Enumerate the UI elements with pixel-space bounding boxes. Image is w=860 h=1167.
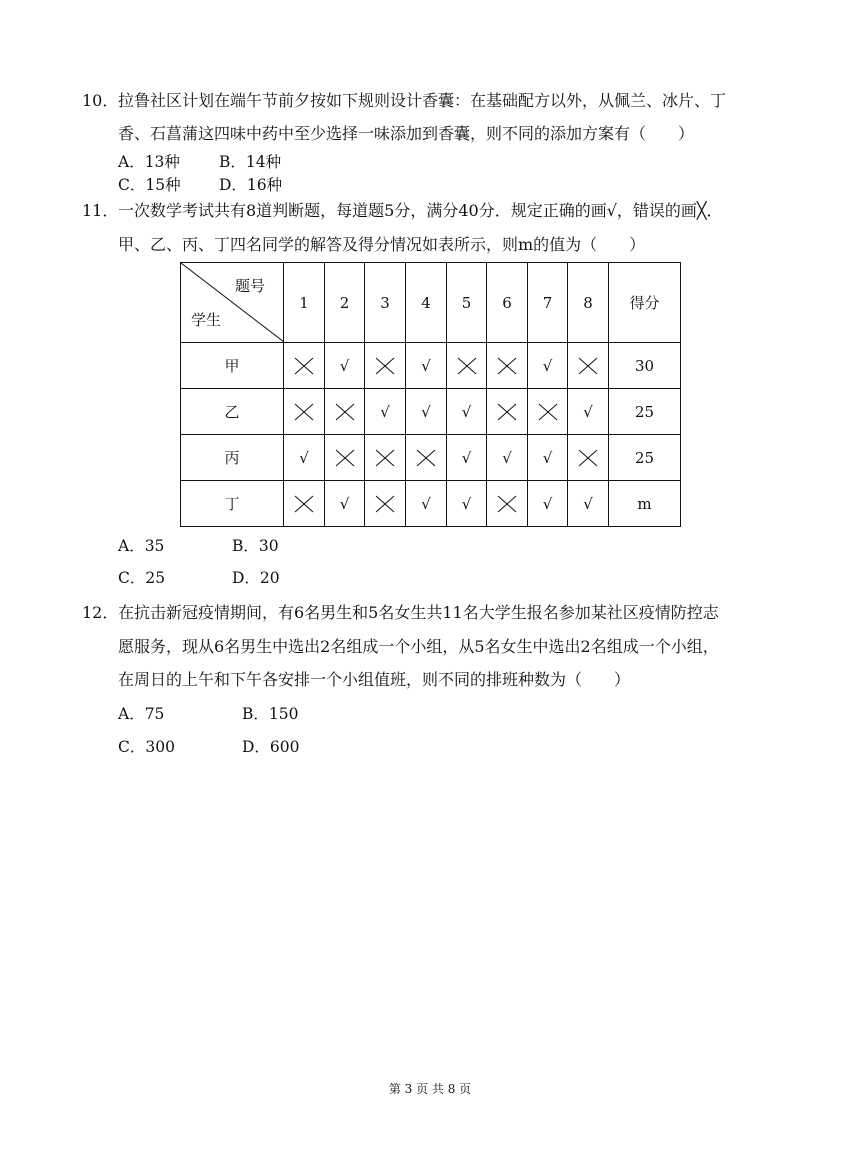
check-mark-icon: √ — [568, 389, 609, 435]
check-mark-icon: √ — [528, 343, 568, 389]
wrong-mark-icon — [284, 481, 325, 527]
column-header: 4 — [406, 263, 447, 343]
check-mark-icon: √ — [365, 389, 406, 435]
question-11-line-1: 一次数学考试共有8道判断题，每道题5分，满分40分．规定正确的画√，错误的画╳． — [118, 201, 723, 220]
column-header: 2 — [325, 263, 365, 343]
cross-icon — [294, 357, 314, 375]
question-12-option-c: C．300 — [118, 738, 175, 756]
header-question-number-label: 题号 — [234, 277, 265, 295]
question-12-option-a: A．75 — [118, 705, 165, 723]
check-mark-icon: √ — [406, 389, 447, 435]
cross-icon — [578, 357, 598, 375]
check-mark-icon: √ — [406, 343, 447, 389]
score-cell: 25 — [609, 389, 681, 435]
question-11-option-b: B．30 — [232, 537, 279, 555]
wrong-mark-icon — [325, 435, 365, 481]
question-10-option-d: D．16种 — [219, 176, 283, 194]
answer-score-table — [180, 262, 681, 527]
column-header: 7 — [528, 263, 568, 343]
table-row — [181, 435, 681, 481]
question-12-line-1: 在抗击新冠疫情期间，有6名男生和5名女生共11名大学生报名参加某社区疫情防控志 — [118, 603, 719, 622]
question-11-line-2: 甲、乙、丙、丁四名同学的解答及得分情况如表所示，则m的值为（ ） — [118, 235, 646, 254]
diagonal-line — [181, 263, 284, 342]
cross-icon — [335, 403, 355, 421]
question-12-line-2: 愿服务，现从6名男生中选出2名组成一个小组，从5名女生中选出2名组成一个小组， — [118, 637, 719, 656]
table-row — [181, 343, 681, 389]
check-mark-icon: √ — [447, 389, 487, 435]
cross-icon — [375, 449, 395, 467]
question-12-option-d: D．600 — [242, 738, 300, 756]
question-10-option-c: C．15种 — [118, 176, 181, 194]
question-10-line-2: 香、石菖蒲这四味中药中至少选择一味添加到香囊，则不同的添加方案有（ ） — [118, 124, 695, 143]
cross-icon — [578, 449, 598, 467]
wrong-mark-icon — [284, 343, 325, 389]
column-header: 5 — [447, 263, 487, 343]
diagonal-header-cell — [181, 263, 284, 343]
score-cell: 30 — [609, 343, 681, 389]
check-mark-icon: √ — [325, 343, 365, 389]
student-name-cell: 丙 — [181, 435, 284, 481]
wrong-mark-icon — [406, 435, 447, 481]
check-mark-icon: √ — [528, 481, 568, 527]
cross-icon — [497, 357, 517, 375]
cross-icon — [416, 449, 436, 467]
wrong-mark-icon — [487, 481, 528, 527]
check-mark-icon: √ — [284, 435, 325, 481]
wrong-mark-icon — [487, 389, 528, 435]
check-mark-icon: √ — [447, 435, 487, 481]
column-header: 8 — [568, 263, 609, 343]
question-12-number: 12． — [82, 603, 119, 622]
check-mark-icon: √ — [528, 435, 568, 481]
column-header: 3 — [365, 263, 406, 343]
cross-icon — [457, 357, 477, 375]
wrong-mark-icon — [325, 389, 365, 435]
question-10-option-a: A．13种 — [118, 153, 180, 171]
cross-icon — [335, 449, 355, 467]
question-12-line-3: 在周日的上午和下午各安排一个小组值班，则不同的排班种数为（ ） — [118, 670, 631, 689]
wrong-mark-icon — [447, 343, 487, 389]
student-name-cell: 乙 — [181, 389, 284, 435]
wrong-mark-icon — [284, 389, 325, 435]
cross-icon — [294, 495, 314, 513]
cross-icon — [294, 403, 314, 421]
check-mark-icon: √ — [447, 481, 487, 527]
wrong-mark-icon — [487, 343, 528, 389]
wrong-mark-icon — [365, 435, 406, 481]
table-row — [181, 481, 681, 527]
cross-icon — [497, 495, 517, 513]
table-body — [181, 343, 681, 527]
column-header: 1 — [284, 263, 325, 343]
check-mark-icon: √ — [406, 481, 447, 527]
question-10-line-1: 拉鲁社区计划在端午节前夕按如下规则设计香囊：在基础配方以外，从佩兰、冰片、丁 — [118, 91, 727, 110]
cross-icon — [375, 495, 395, 513]
cross-icon — [375, 357, 395, 375]
check-mark-icon: √ — [325, 481, 365, 527]
wrong-mark-icon — [365, 481, 406, 527]
check-mark-icon: √ — [568, 481, 609, 527]
question-12-option-b: B．150 — [242, 705, 299, 723]
cross-icon — [538, 403, 558, 421]
question-11-number: 11． — [82, 201, 119, 220]
score-column-header: 得分 — [609, 263, 681, 343]
cross-icon — [497, 403, 517, 421]
wrong-mark-icon — [365, 343, 406, 389]
wrong-mark-icon — [528, 389, 568, 435]
wrong-mark-icon — [568, 343, 609, 389]
page-footer: 第 3 页 共 8 页 — [388, 1082, 472, 1096]
student-name-cell: 丁 — [181, 481, 284, 527]
score-cell: 25 — [609, 435, 681, 481]
score-cell: m — [609, 481, 681, 527]
student-name-cell: 甲 — [181, 343, 284, 389]
question-11-option-a: A．35 — [118, 537, 165, 555]
question-11-option-d: D．20 — [232, 569, 280, 587]
question-10-option-b: B．14种 — [219, 153, 282, 171]
table-header-row — [181, 263, 681, 343]
wrong-mark-icon — [568, 435, 609, 481]
question-10-number: 10． — [82, 91, 119, 110]
table-row — [181, 389, 681, 435]
check-mark-icon: √ — [487, 435, 528, 481]
question-11-option-c: C．25 — [118, 569, 166, 587]
column-header: 6 — [487, 263, 528, 343]
header-student-label: 学生 — [191, 311, 222, 329]
